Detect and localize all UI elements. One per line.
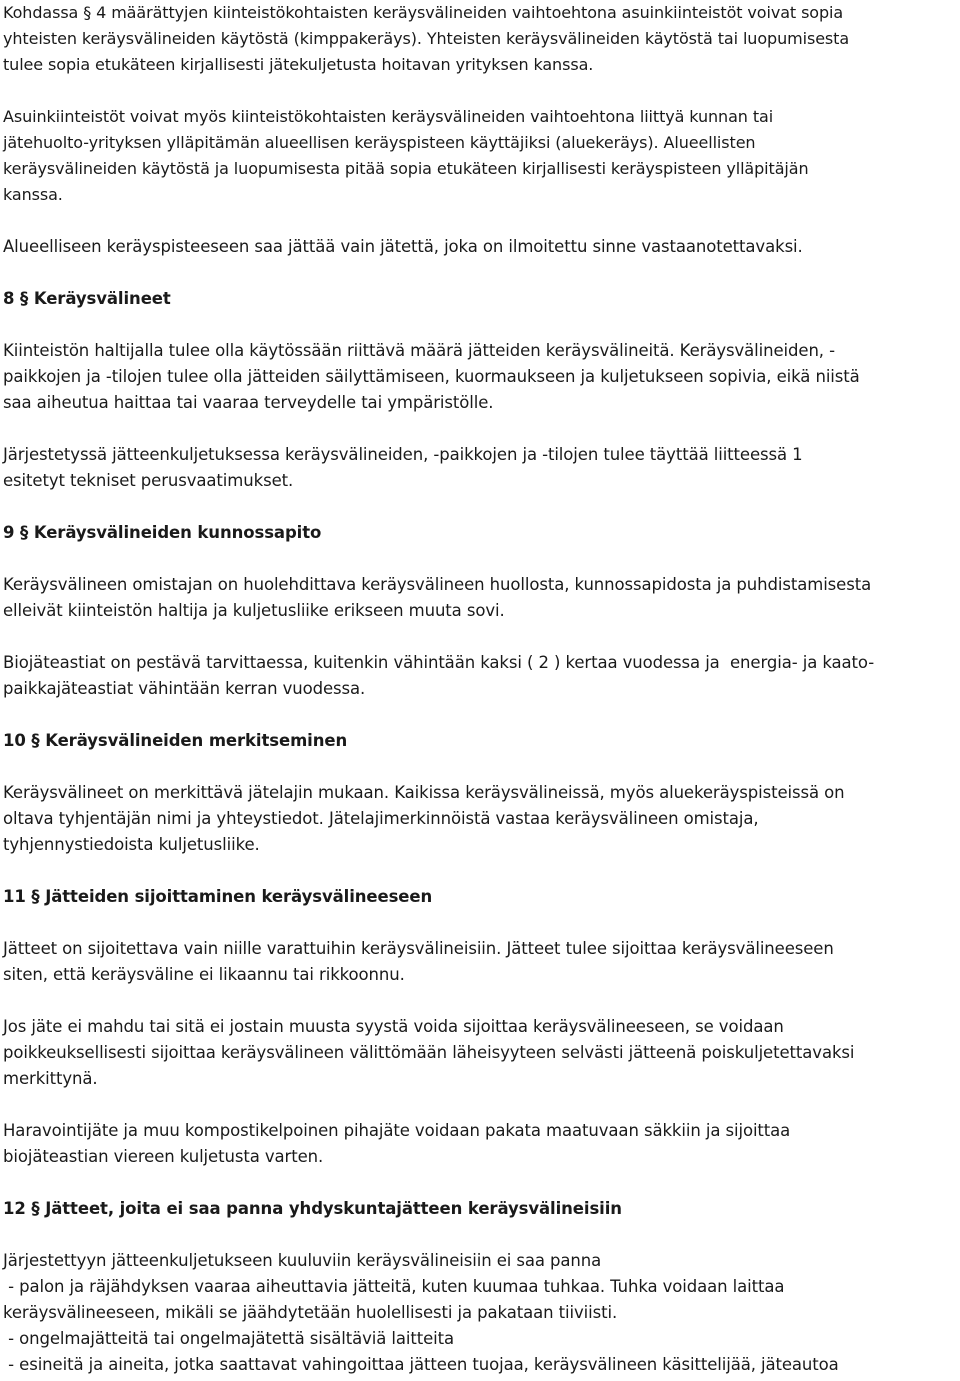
text-line: Keräysvälineet on merkittävä jätelajin mukaan. Kaikissa keräysvälineissä, myös aluekeräyspisteissä on bbox=[3, 783, 845, 802]
section-heading-10 bbox=[3, 728, 958, 754]
text-line: saa aiheutua haittaa tai vaaraa terveydelle tai ympäristölle. bbox=[3, 393, 494, 412]
paragraph bbox=[3, 1118, 958, 1170]
text-line: Kohdassa § 4 määrättyjen kiinteistökohtaisten keräysvälineiden vaihtoehtona asuinkiinteistöt voivat sopia bbox=[3, 3, 844, 22]
list-item: - esineitä ja aineita, jotka saattavat vahingoittaa jätteen tuojaa, keräysvälineen käsittelijää, jäteautoa bbox=[3, 1355, 839, 1374]
paragraph bbox=[3, 1248, 958, 1378]
text-line: paikkojen ja -tilojen tulee olla jätteiden säilyttämiseen, kuormaukseen ja kuljetukseen sopivia, eikä niistä bbox=[3, 367, 860, 386]
text-line: keräysvälineiden käytöstä ja luopumisesta pitää sopia etukäteen kirjallisesti keräyspisteen ylläpitäjän bbox=[3, 159, 809, 178]
text-line: jätehuolto-yrityksen ylläpitämän alueellisen keräyspisteen käyttäjiksi (aluekeräys). Alueellisten bbox=[3, 133, 756, 152]
text-line: siten, että keräysväline ei likaannu tai rikkoonnu. bbox=[3, 965, 405, 984]
text-line: Kiinteistön haltijalla tulee olla käytössään riittävä määrä jätteiden keräysvälineitä. Keräysvälineiden, - bbox=[3, 341, 835, 360]
text-line: Asuinkiinteistöt voivat myös kiinteistökohtaisten keräysvälineiden vaihtoehtona liittyä kunnan tai bbox=[3, 107, 774, 126]
paragraph bbox=[3, 234, 958, 260]
paragraph bbox=[3, 104, 958, 208]
list-item: - palon ja räjähdyksen vaaraa aiheuttavia jätteitä, kuten kuumaa tuhkaa. Tuhka voidaan laittaa bbox=[3, 1277, 785, 1296]
section-heading-11 bbox=[3, 884, 958, 910]
paragraph bbox=[3, 572, 958, 624]
text-line: Alueelliseen keräyspisteeseen saa jättää vain jätettä, joka on ilmoitettu sinne vastaanotettavaksi. bbox=[3, 237, 803, 256]
heading-text: 10 § Keräysvälineiden merkitseminen bbox=[3, 731, 348, 750]
text-line: tyhjennystiedoista kuljetusliike. bbox=[3, 835, 260, 854]
text-line: Jätteet on sijoitettava vain niille varattuihin keräysvälineisiin. Jätteet tulee sijoittaa keräysvälineeseen bbox=[3, 939, 834, 958]
text-line: tulee sopia etukäteen kirjallisesti jätekuljetusta hoitavan yrityksen kanssa. bbox=[3, 55, 594, 74]
text-line: kanssa. bbox=[3, 185, 63, 204]
text-line: biojäteastian viereen kuljetusta varten. bbox=[3, 1147, 324, 1166]
paragraph bbox=[3, 936, 958, 988]
heading-text: 8 § Keräysvälineet bbox=[3, 289, 171, 308]
paragraph bbox=[3, 650, 958, 702]
text-line: yhteisten keräysvälineiden käytöstä (kimppakeräys). Yhteisten keräysvälineiden käytöstä tai luopumisesta bbox=[3, 29, 850, 48]
text-line: merkittynä. bbox=[3, 1069, 98, 1088]
text-line: paikkajäteastiat vähintään kerran vuodessa. bbox=[3, 679, 366, 698]
text-line: Biojäteastiat on pestävä tarvittaessa, kuitenkin vähintään kaksi ( 2 ) kertaa vuodessa ja energia- ja kaato- bbox=[3, 653, 875, 672]
paragraph bbox=[3, 0, 958, 78]
paragraph bbox=[3, 1014, 958, 1092]
heading-text: 12 § Jätteet, joita ei saa panna yhdyskuntajätteen keräysvälineisiin bbox=[3, 1199, 622, 1218]
text-line: keräysvälineeseen, mikäli se jäähdytetään huolellisesti ja pakataan tiiviisti. bbox=[3, 1303, 618, 1322]
text-line: poikkeuksellisesti sijoittaa keräysvälineen välittömään läheisyyteen selvästi jätteenä poiskuljetettavaksi bbox=[3, 1043, 855, 1062]
paragraph bbox=[3, 780, 958, 858]
section-heading-12 bbox=[3, 1196, 958, 1222]
paragraph bbox=[3, 338, 958, 416]
heading-text: 9 § Keräysvälineiden kunnossapito bbox=[3, 523, 322, 542]
text-line: Jos jäte ei mahdu tai sitä ei jostain muusta syystä voida sijoittaa keräysvälineeseen, se voidaan bbox=[3, 1017, 784, 1036]
document-page bbox=[3, 0, 958, 1378]
section-heading-9 bbox=[3, 520, 958, 546]
text-line: Järjestettyyn jätteenkuljetukseen kuuluviin keräysvälineisiin ei saa panna bbox=[3, 1251, 602, 1270]
paragraph bbox=[3, 442, 958, 494]
list-item: - ongelmajätteitä tai ongelmajätettä sisältäviä laitteita bbox=[3, 1329, 455, 1348]
text-line: esitetyt tekniset perusvaatimukset. bbox=[3, 471, 294, 490]
text-line: oltava tyhjentäjän nimi ja yhteystiedot. Jätelajimerkinnöistä vastaa keräysvälineen omistaja, bbox=[3, 809, 759, 828]
heading-text: 11 § Jätteiden sijoittaminen keräysvälineeseen bbox=[3, 887, 433, 906]
section-heading-8 bbox=[3, 286, 958, 312]
text-line: Järjestetyssä jätteenkuljetuksessa keräysvälineiden, -paikkojen ja -tilojen tulee täyttää liitteessä 1 bbox=[3, 445, 803, 464]
text-line: elleivät kiinteistön haltija ja kuljetusliike erikseen muuta sovi. bbox=[3, 601, 505, 620]
text-line: Keräysvälineen omistajan on huolehdittava keräysvälineen huollosta, kunnossapidosta ja puhdistamisesta bbox=[3, 575, 872, 594]
text-line: Haravointijäte ja muu kompostikelpoinen pihajäte voidaan pakata maatuvaan säkkiin ja sijoittaa bbox=[3, 1121, 791, 1140]
